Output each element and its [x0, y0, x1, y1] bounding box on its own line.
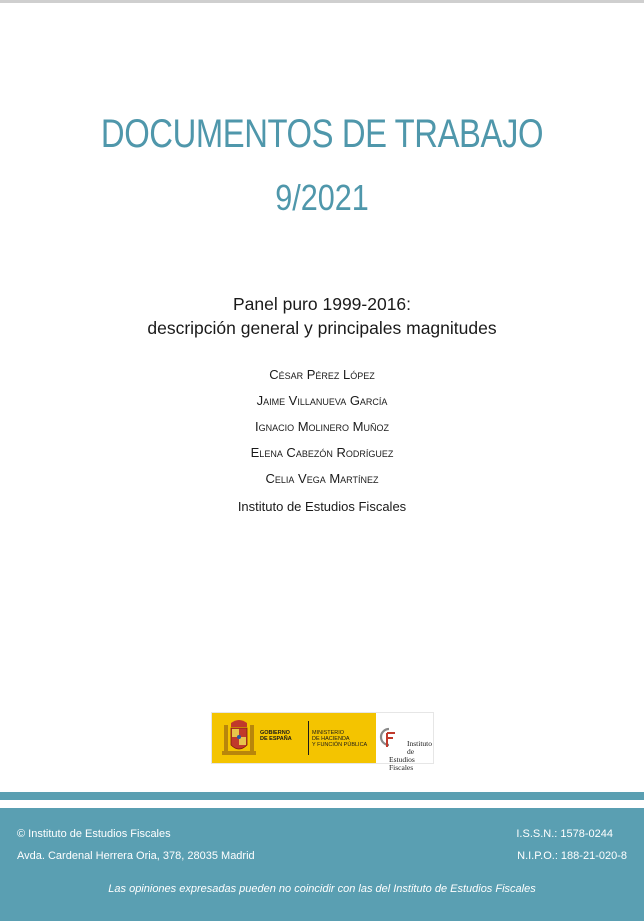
author-name: Celia Vega Martínez	[265, 471, 379, 486]
author-name: Elena Cabezón Rodríguez	[250, 445, 394, 460]
document-title-line-2: descripción general y principales magnitudes	[147, 318, 497, 338]
author-list	[0, 366, 644, 496]
document-title-line-1: Panel puro 1999-2016:	[232, 294, 412, 314]
logo-block	[211, 712, 434, 772]
issn-text: I.S.S.N.: 1578-0244	[516, 828, 613, 840]
copyright-text: © Instituto de Estudios Fiscales	[17, 828, 171, 840]
disclaimer-text: Las opiniones expresadas pueden no coincidir con las del Instituto de Estudios Fiscales	[108, 883, 536, 895]
document-number: 9/2021	[275, 177, 369, 218]
series-title: DOCUMENTOS DE TRABAJO	[100, 112, 544, 156]
nipo-text: N.I.P.O.: 188-21-020-8	[517, 850, 627, 862]
ministry-label: MINISTERIO DE HACIENDA Y FUNCIÓN PÚBLICA	[312, 730, 368, 748]
author-name: Ignacio Molinero Muñoz	[254, 419, 389, 434]
ief-logo-icon	[377, 725, 399, 751]
author-name: César Pérez López	[269, 367, 375, 382]
footer-separator	[0, 800, 644, 808]
footer	[0, 808, 644, 921]
footer-top-band	[0, 792, 644, 800]
address-text: Avda. Cardenal Herrera Oria, 378, 28035 Madrid	[17, 850, 255, 862]
government-label: GOBIERNO DE ESPAÑA	[260, 730, 292, 742]
top-border	[0, 0, 644, 3]
institution-name: Instituto de Estudios Fiscales	[237, 499, 407, 514]
logo-divider	[308, 721, 309, 755]
author-name: Jaime Villanueva García	[256, 393, 388, 408]
government-logo	[212, 713, 376, 763]
document-title	[0, 292, 644, 340]
coat-of-arms-icon	[220, 717, 258, 759]
ief-logo-label: Instituto de Estudios Fiscales	[389, 739, 433, 772]
